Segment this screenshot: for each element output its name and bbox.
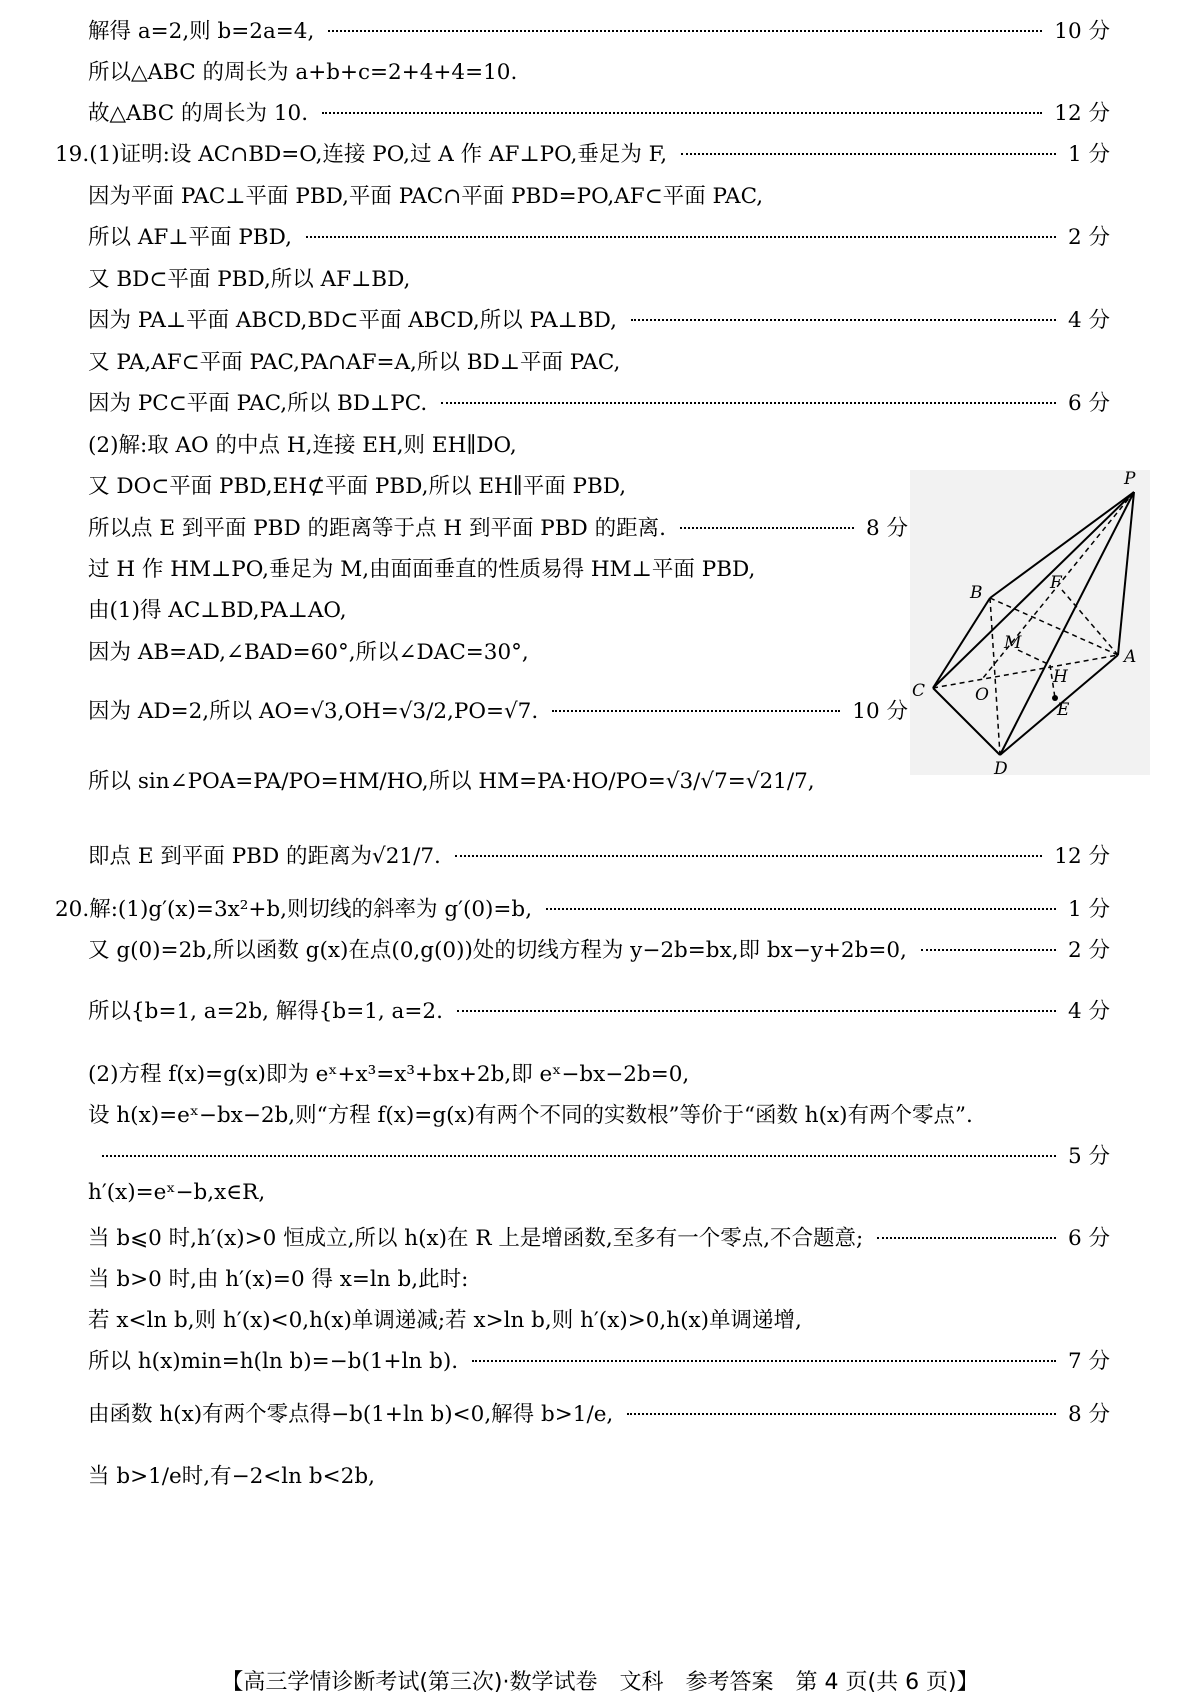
leader-dots [631,319,1056,321]
answer-text: 20.解:(1)g′(x)=3x²+b,则切线的斜率为 g′(0)=b, [55,897,533,922]
leader-dots [441,402,1056,404]
answer-line [88,1221,1110,1252]
answer-line [88,1139,1110,1170]
answer-line [88,994,1110,1025]
answer-text: 因为平面 PAC⊥平面 PBD,平面 PAC∩平面 PBD=PO,AF⊂平面 PAC, [88,184,764,209]
answer-line [88,179,1110,210]
answer-line [88,220,1110,251]
score-label: 6 分 [1067,391,1110,416]
answer-text: 故△ABC 的周长为 10. [88,101,309,126]
score-label: 2 分 [1067,225,1110,250]
answer-text: 当 b>0 时,由 h′(x)=0 得 x=ln b,此时: [88,1267,469,1292]
answer-line [88,428,908,459]
answer-line [88,593,908,624]
answer-text: 若 x<ln b,则 h′(x)<0,h(x)单调递减;若 x>ln b,则 h′(x)>0,h(x)单调递增, [88,1308,802,1333]
answer-line [88,469,908,500]
leader-dots [680,527,854,529]
answer-line [88,14,1110,45]
answer-text: 由函数 h(x)有两个零点得−b(1+ln b)<0,解得 b>1/e, [88,1402,614,1427]
answer-text: 所以 sin∠POA=PA/PO=HM/HO,所以 HM=PA·HO/PO=√3/√7=√21/7, [88,769,815,794]
label-P: P [1124,470,1136,489]
answer-line [88,694,908,725]
answer-text: (2)方程 f(x)=g(x)即为 eˣ+x³=x³+bx+2b,即 eˣ−bx−2b=0, [88,1062,690,1087]
leader-dots [552,710,840,712]
answer-line [88,511,908,542]
label-A: A [1124,647,1137,667]
answer-line [55,892,1110,923]
answer-text: 因为 AB=AD,∠BAD=60°,所以∠DAC=30°, [88,640,529,665]
answer-text: 因为 AD=2,所以 AO=√3,OH=√3/2,PO=√7. [88,699,539,724]
answer-line [88,1397,1110,1428]
answer-line [88,1057,1110,1088]
answer-line [88,1459,1110,1490]
label-M: M [1004,633,1022,653]
leader-dots [328,30,1042,32]
label-B: B [970,583,983,603]
score-label: 1 分 [1067,142,1110,167]
score-label: 4 分 [1067,999,1110,1024]
answer-text: 又 DO⊂平面 PBD,EH⊄平面 PBD,所以 EH∥平面 PBD, [88,474,627,499]
answer-line [88,55,1110,86]
score-label: 1 分 [1067,897,1110,922]
score-label: 4 分 [1067,308,1110,333]
score-label: 7 分 [1067,1349,1110,1374]
score-label: 5 分 [1067,1144,1110,1169]
answer-line [88,96,1110,127]
answer-line [88,1262,1110,1293]
leader-dots [457,1010,1056,1012]
score-label: 2 分 [1067,938,1110,963]
label-F: F [1050,573,1062,593]
label-D: D [994,759,1008,775]
answer-line [55,137,1110,168]
answer-line [88,839,1110,870]
answer-line [88,345,1110,376]
answer-text: 所以{b=1, a=2b, 解得{b=1, a=2. [88,999,443,1024]
answer-text: (2)解:取 AO 的中点 H,连接 EH,则 EH∥DO, [88,433,517,458]
score-label: 12 分 [1054,844,1110,869]
answer-text: 因为 PC⊂平面 PAC,所以 BD⊥PC. [88,391,428,416]
answer-line [88,552,908,583]
answer-text: 当 b⩽0 时,h′(x)>0 恒成立,所以 h(x)在 R 上是增函数,至多有一个零点,不合题意; [88,1226,864,1251]
answer-text: 所以点 E 到平面 PBD 的距离等于点 H 到平面 PBD 的距离. [88,516,666,541]
leader-dots [455,855,1042,857]
answer-text: 19.(1)证明:设 AC∩BD=O,连接 PO,过 A 作 AF⊥PO,垂足为 F, [55,142,668,167]
answer-line [88,1180,1110,1205]
leader-dots [681,153,1056,155]
leader-dots [546,908,1056,910]
answer-line [88,635,908,666]
label-E: E [1057,700,1070,720]
answer-text: 当 b>1/e时,有−2<ln b<2b, [88,1464,375,1489]
answer-line [88,1303,1110,1334]
answer-text: 又 g(0)=2b,所以函数 g(x)在点(0,g(0))处的切线方程为 y−2b=bx,即 bx−y+2b=0, [88,938,907,963]
answer-line [88,386,1110,417]
answer-text: 即点 E 到平面 PBD 的距离为√21/7. [88,844,441,869]
leader-dots [627,1413,1056,1415]
answer-text: h′(x)=eˣ−b,x∈R, [88,1180,266,1205]
answer-text: 所以△ABC 的周长为 a+b+c=2+4+4=10. [88,60,518,85]
leader-dots [472,1360,1056,1362]
answer-line [88,1098,1110,1129]
score-label: 8 分 [865,516,908,541]
answer-line [88,262,1110,293]
pyramid-figure [910,470,1150,775]
answer-text: 过 H 作 HM⊥PO,垂足为 M,由面面垂直的性质易得 HM⊥平面 PBD, [88,557,756,582]
label-H: H [1053,667,1068,687]
answer-text: 所以 h(x)min=h(ln b)=−b(1+ln b). [88,1349,459,1374]
leader-dots [877,1237,1056,1239]
score-label: 12 分 [1054,101,1110,126]
page-footer: 【高三学情诊断考试(第三次)·数学试卷 文科 参考答案 第 4 页(共 6 页)】 [221,1670,979,1695]
answer-text: 设 h(x)=eˣ−bx−2b,则“方程 f(x)=g(x)有两个不同的实数根”等价于“函数 h(x)有两个零点”. [88,1103,973,1128]
label-O: O [975,685,989,705]
answer-line [88,933,1110,964]
label-C: C [912,681,926,701]
answer-text: 解得 a=2,则 b=2a=4, [88,19,315,44]
answer-line [88,303,1110,334]
answer-text: 又 PA,AF⊂平面 PAC,PA∩AF=A,所以 BD⊥平面 PAC, [88,350,621,375]
leader-dots [921,949,1056,951]
answer-text: 由(1)得 AC⊥BD,PA⊥AO, [88,598,347,623]
score-label: 8 分 [1067,1402,1110,1427]
answer-text: 又 BD⊂平面 PBD,所以 AF⊥BD, [88,267,411,292]
score-label: 6 分 [1067,1226,1110,1251]
leader-dots [102,1155,1056,1157]
answer-line [88,1344,1110,1375]
leader-dots [306,236,1056,238]
score-label: 10 分 [852,699,908,724]
leader-dots [322,112,1042,114]
answer-text: 因为 PA⊥平面 ABCD,BD⊂平面 ABCD,所以 PA⊥BD, [88,308,617,333]
answer-text: 所以 AF⊥平面 PBD, [88,225,292,250]
score-label: 10 分 [1054,19,1110,44]
